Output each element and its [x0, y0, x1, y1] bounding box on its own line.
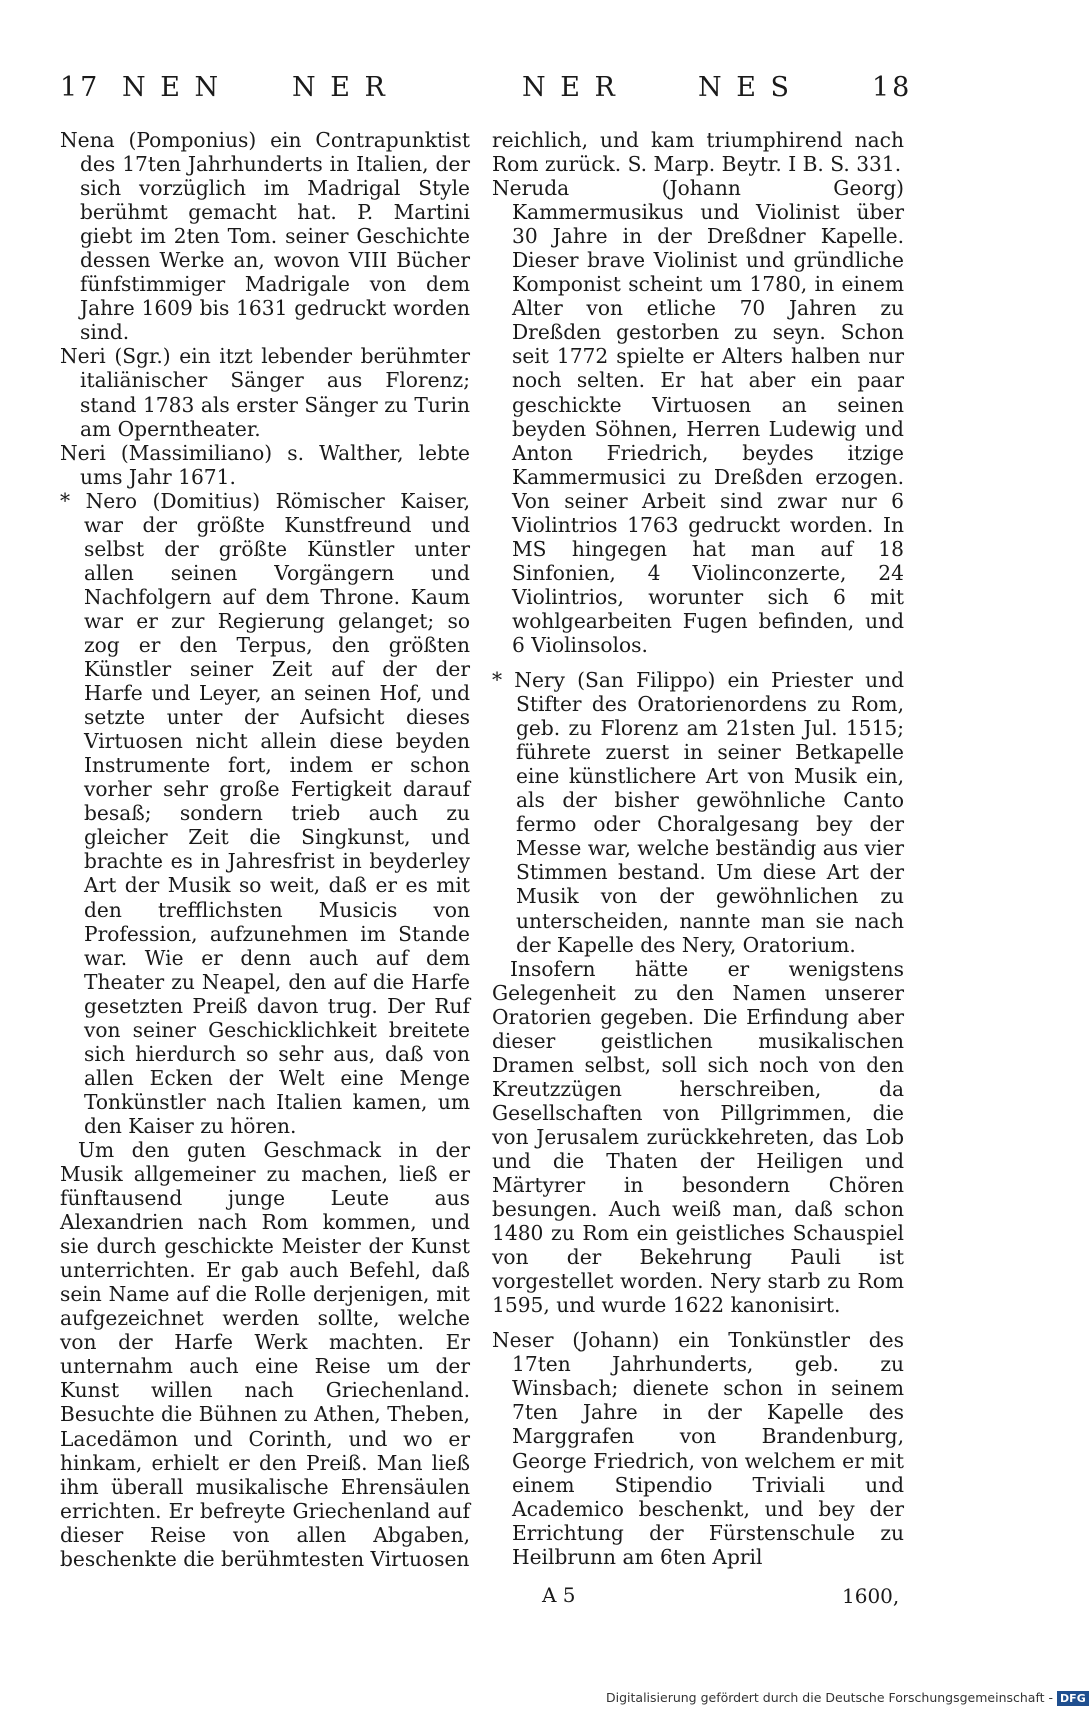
entry-nena: Nena (Pomponius) ein Contrapunktist des 17ten Jahrhunderts in Italien, der sich vorzüglich im Madrigal Style berühmt gemacht hat. P. Martini giebt im 2ten Tom. seiner Geschichte dessen Werke an, wovon VIII Bücher fünfstimmiger Madrigale von dem Jahre 1609 bis 1631 gedruckt worden sind.: [60, 128, 470, 345]
entry-neruda: Neruda (Johann Georg) Kammermusikus und Violinist über 30 Jahre in der Dreßdner Kapelle. Dieser brave Violinist und gründliche Komponist scheint um 1780, in einem Alter von etliche 70 Jahren zu Dreßden gestorben zu seyn. Schon seit 1772 spielte er Alters halben nur noch selten. Er hat aber ein paar geschickte Virtuosen an seinen beyden Söhnen, Herren Ludewig und Anton Friedrich, beydes itzige Kammermusici zu Dreßden erzogen. Von seiner Arbeit sind zwar nur 6 Violintrios 1763 gedruckt worden. In MS hingegen hat man auf 18 Sinfonien, 4 Violinconzerte, 24 Violintrios, worunter sich 6 mit wohlgearbeiten Fugen befinden, und 6 Violinsolos.: [492, 176, 904, 657]
header-keyword-1: N E N: [122, 72, 222, 103]
entry-nero-conclusion: reichlich, und kam triumphirend nach Rom zurück. S. Marp. Beytr. I B. S. 331.: [492, 128, 904, 177]
header-keyword-2: N E R: [292, 72, 388, 103]
left-column: [60, 128, 470, 1571]
page-number-left: 17: [60, 72, 101, 103]
running-header: [60, 72, 913, 112]
signature-mark: A 5: [542, 1583, 576, 1607]
entry-nero: * Nero (Domitius) Römischer Kaiser, war der größte Kunstfreund und selbst der größte Künstler unter allen seinen Vorgängern und Nachfolgern auf dem Throne. Kaum war er zur Regierung gelanget; so zog er den Terpus, den größten Künstler seiner Zeit auf der der Harfe und Leyer, an seinen Hof, und setzte unter der Aufsicht dieses Virtuosen nicht allein diese beyden Instrumente fort, indem er schon vorher sehr große Fertigkeit darauf besaß; sondern trieb auch zu gleicher Zeit die Singkunst, und brachte es in Jahresfrist in beyderley Art der Musik so weit, daß er es mit den trefflichsten Musicis von Profession, aufzunehmen im Stande war. Wie er denn auch auf dem Theater zu Neapel, den auf die Harfe gesetzten Preiß davon trug. Der Ruf von seiner Geschicklichkeit breitete sich hierdurch so sehr aus, daß von allen Ecken der Welt eine Menge Tonkünstler nach Italien kamen, um den Kaiser zu hören.: [60, 488, 470, 1138]
entry-neser: Neser (Johann) ein Tonkünstler des 17ten Jahrhunderts, geb. zu Winsbach; dienete schon in seinem 7ten Jahre in der Kapelle des Marggrafen von Brandenburg, George Friedrich, von welchem er mit einem Stipendio Triviali und Academico beschenkt, und bey der Errichtung der Fürstenschule zu Heilbrunn am 6ten April: [492, 1328, 904, 1569]
credit-text: Digitalisierung gefördert durch die Deutsche Forschungsgemeinschaft -: [606, 1690, 1054, 1705]
entry-nery-continued: Insofern hätte er wenigstens Gelegenheit zu den Namen unserer Oratorien gegeben. Die Erfindung aber dieser geistlichen musikalischen Dramen selbst, soll sich noch von den Kreutzzügen herschreiben, da Gesellschaften von Pillgrimmen, die von Jerusalem zurückkehreten, das Lob und die Thaten der Heiligen und Märtyrer in besondern Chören besungen. Auch weiß man, daß schon 1480 zu Rom ein geistliches Schauspiel von der Bekehrung Pauli ist vorgestellet worden. Nery starb zu Rom 1595, und wurde 1622 kanonisirt.: [492, 956, 904, 1318]
entry-nery: * Nery (San Filippo) ein Priester und Stifter des Oratorienordens zu Rom, geb. zu Florenz am 21sten Jul. 1515; führete zuerst in seiner Betkapelle eine künstlichere Art von Musik ein, als der bisher gewöhnliche Canto fermo oder Choralgesang bey der Messe war, welche beständig aus vier Stimmen bestand. Um diese Art der Musik von der gewöhnlichen zu unterscheiden, nannte man sie nach der Kapelle des Nery, Oratorium.: [492, 668, 905, 957]
page-number-right: 18: [872, 72, 913, 103]
header-keyword-4: N E S: [698, 72, 792, 103]
digitization-credit: [606, 1690, 1086, 1710]
catchword: 1600,: [842, 1584, 900, 1608]
dfg-logo: DFG: [1057, 1691, 1089, 1706]
header-keyword-3: N E R: [522, 72, 618, 103]
entry-nero-continued: Um den guten Geschmack in der Musik allgemeiner zu machen, ließ er fünftausend junge Leute aus Alexandrien nach Rom kommen, und sie durch geschickte Meister der Kunst unterrichten. Er gab auch Befehl, daß sein Name auf die Rolle derjenigen, mit aufgezeichnet werden sollte, welche von der Harfe Werk machten. Er unternahm auch eine Reise um der Kunst willen nach Griechenland. Besuchte die Bühnen zu Athen, Theben, Lacedämon und Corinth, und wo er hinkam, erhielt er den Preiß. Man ließ ihm überall musikalische Ehrensäulen errichten. Er befreyte Griechenland auf dieser Reise von allen Abgaben, beschenkte die berühmtesten Virtuosen: [60, 1137, 470, 1571]
right-column: [492, 128, 904, 1569]
entry-neri-massimiliano: Neri (Massimiliano) s. Walther, lebte ums Jahr 1671.: [60, 440, 470, 489]
entry-neri-sgr: Neri (Sgr.) ein itzt lebender berühmter italiänischer Sänger aus Florenz; stand 1783 als erster Sänger zu Turin am Operntheater.: [60, 344, 470, 441]
